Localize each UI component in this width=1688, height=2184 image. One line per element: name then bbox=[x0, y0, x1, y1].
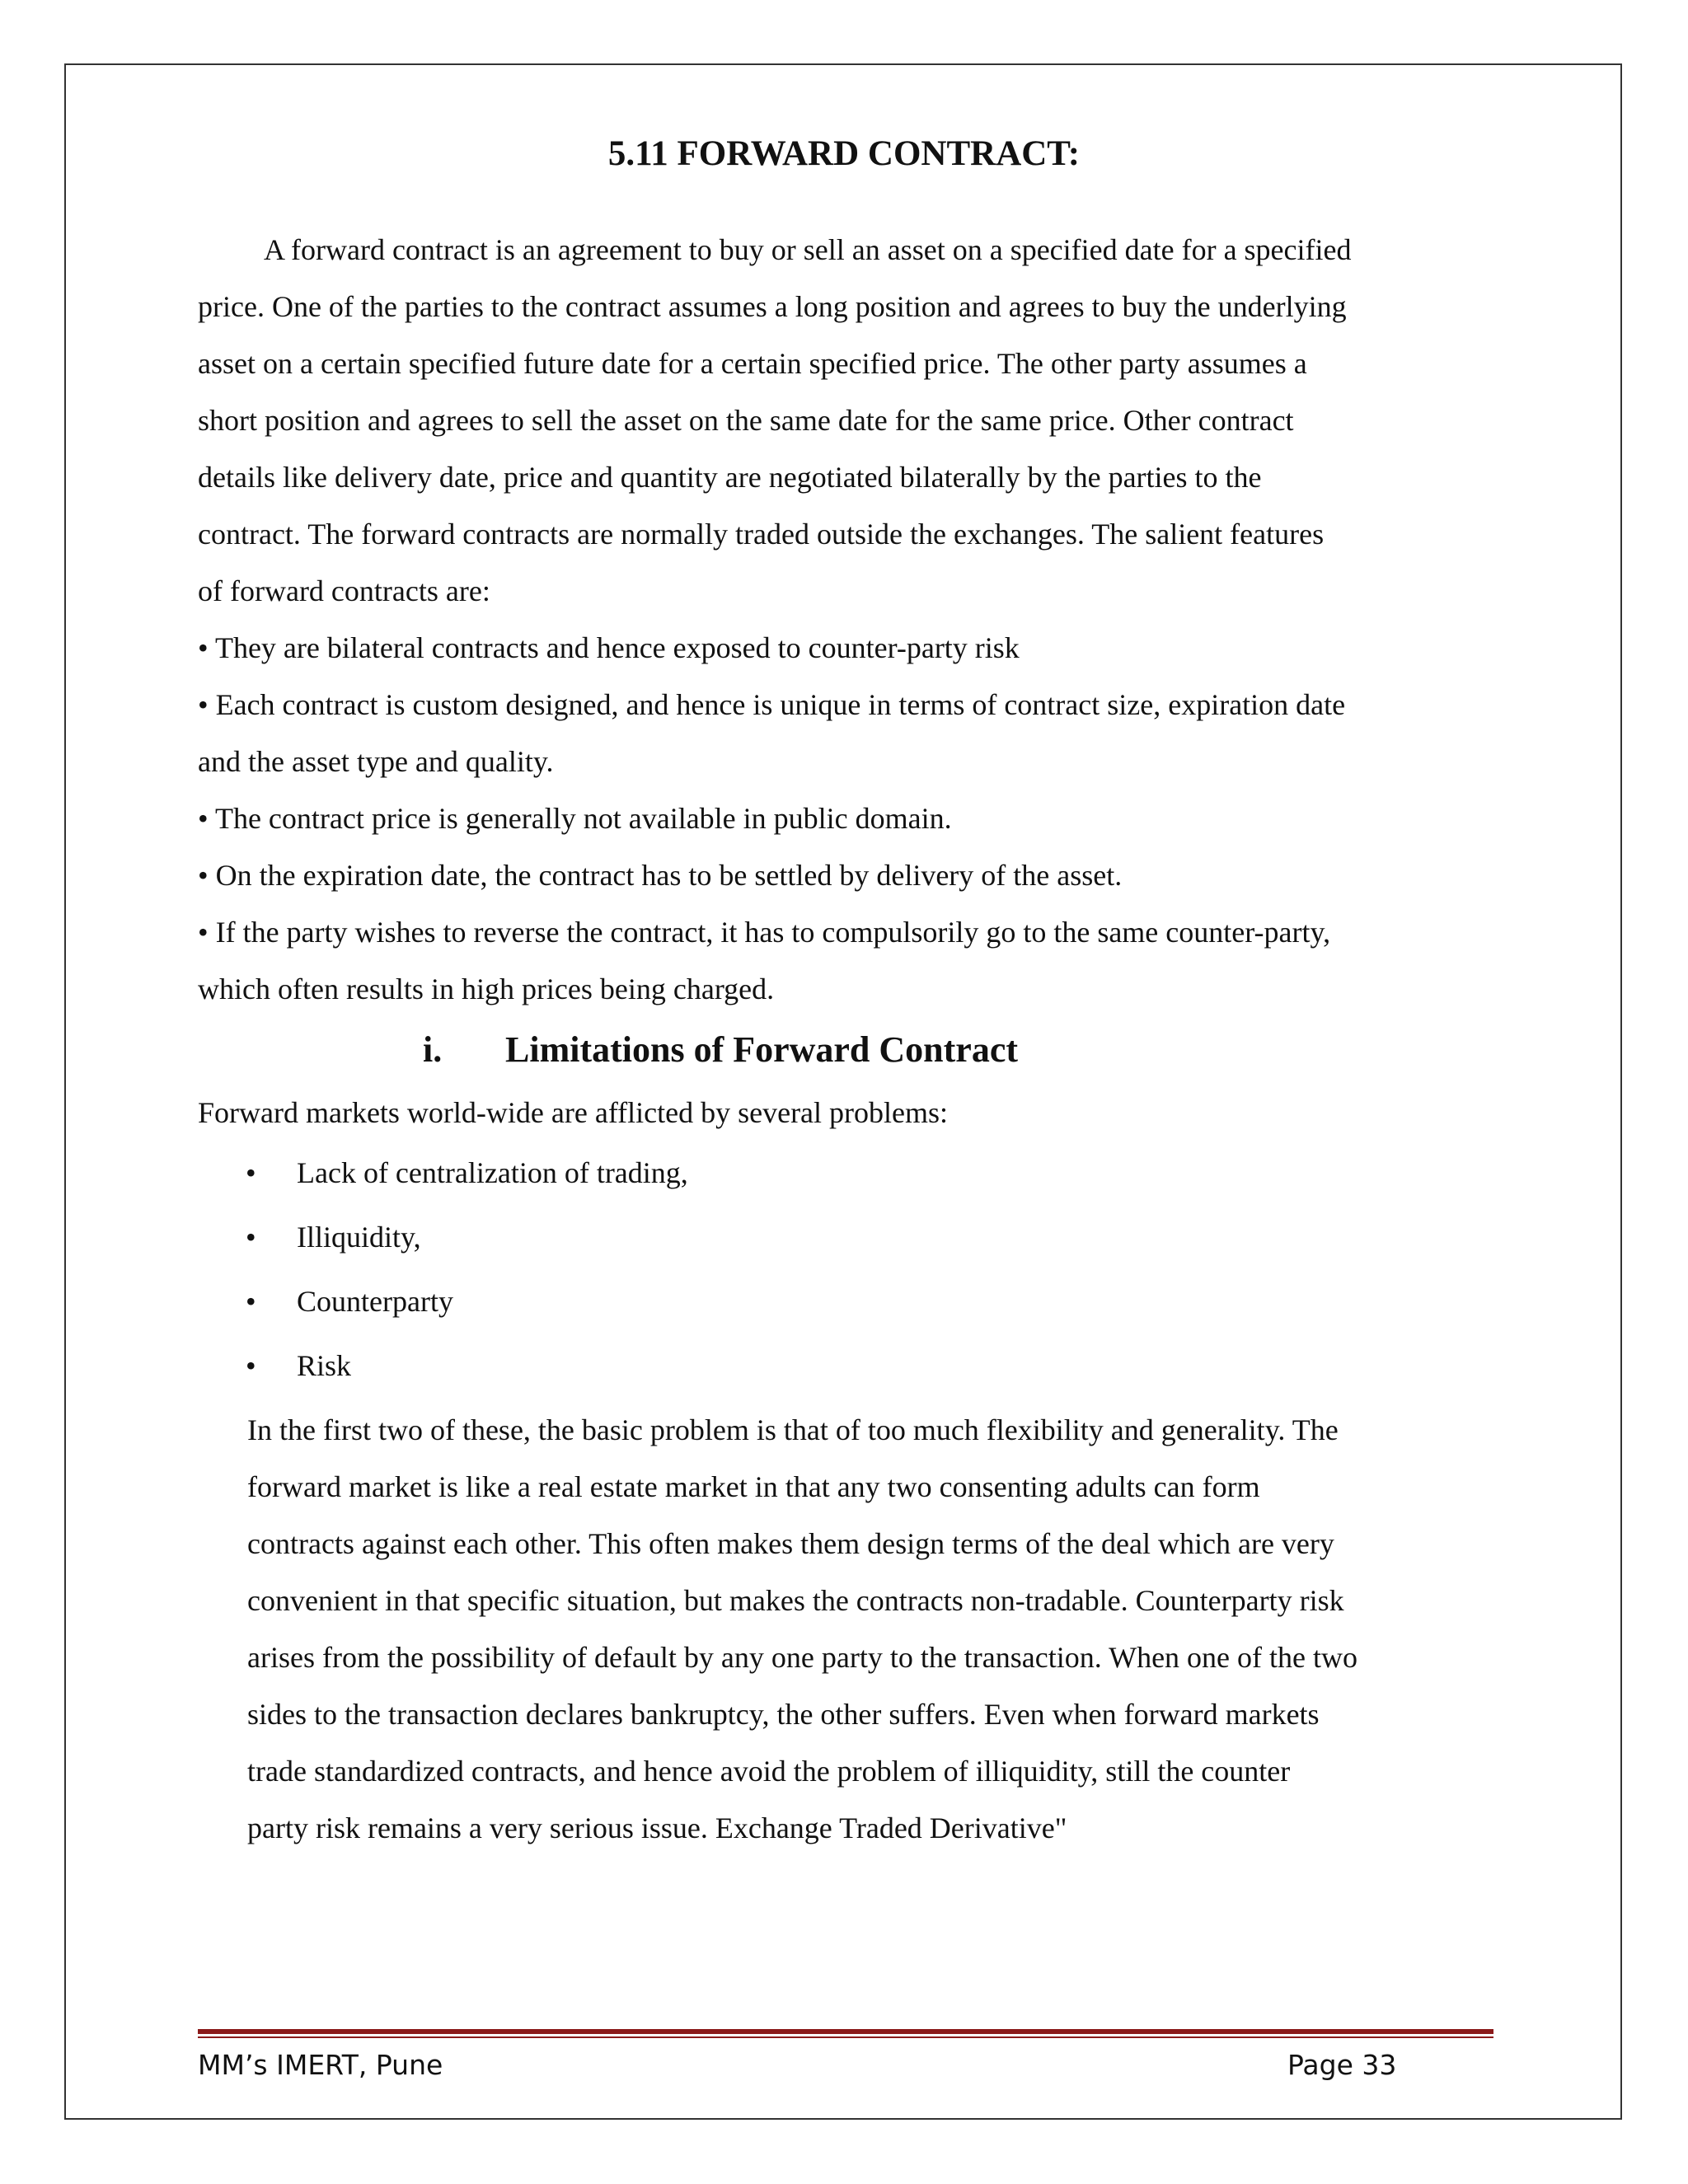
intro-line-4: short position and agrees to sell the asset on the same date for the same price. Other contract bbox=[198, 404, 1294, 437]
feature-line-5: • On the expiration date, the contract has to be settled by delivery of the asset. bbox=[198, 859, 1123, 892]
closing-line-2: forward market is like a real estate market in that any two consenting adults can form bbox=[247, 1470, 1260, 1503]
subheading-numeral: i. bbox=[423, 1029, 443, 1070]
closing-line-4: convenient in that specific situation, but makes the contracts non-tradable. Counterparty risk bbox=[247, 1584, 1344, 1617]
bullet-dot-1: • bbox=[246, 1156, 256, 1189]
closing-line-8: party risk remains a very serious issue. Exchange Traded Derivative" bbox=[247, 1811, 1067, 1844]
subheading-title: Limitations of Forward Contract bbox=[505, 1029, 1019, 1070]
closing-line-3: contracts against each other. This often makes them design terms of the deal which are very bbox=[247, 1527, 1334, 1560]
footer-page-number: Page 33 bbox=[1287, 2049, 1397, 2081]
intro-line-3: asset on a certain specified future date for a certain specified price. The other party assumes a bbox=[198, 347, 1307, 380]
footer-institution: MM’s IMERT, Pune bbox=[198, 2049, 443, 2081]
bullet-dot-3: • bbox=[246, 1285, 256, 1318]
limitation-item-3: Counterparty bbox=[297, 1285, 453, 1318]
feature-line-4: • The contract price is generally not available in public domain. bbox=[198, 802, 952, 835]
section-heading: 5.11 FORWARD CONTRACT: bbox=[607, 134, 1081, 173]
limitation-item-4: Risk bbox=[297, 1349, 352, 1382]
closing-line-1: In the first two of these, the basic problem is that of too much flexibility and generality. The bbox=[247, 1413, 1339, 1446]
feature-line-3: and the asset type and quality. bbox=[198, 745, 554, 778]
footer-rule bbox=[198, 2029, 1493, 2034]
limitations-lead: Forward markets world-wide are afflicted by several problems: bbox=[198, 1096, 949, 1129]
footer-rule-thin bbox=[198, 2036, 1493, 2038]
feature-line-7: which often results in high prices being charged. bbox=[198, 972, 775, 1005]
closing-line-6: sides to the transaction declares bankruptcy, the other suffers. Even when forward markets bbox=[247, 1698, 1320, 1731]
closing-line-5: arises from the possibility of default by any one party to the transaction. When one of the two bbox=[247, 1641, 1357, 1674]
feature-line-1: • They are bilateral contracts and hence exposed to counter-party risk bbox=[198, 631, 1020, 664]
feature-line-2: • Each contract is custom designed, and hence is unique in terms of contract size, expiration date bbox=[198, 688, 1346, 721]
limitation-item-2: Illiquidity, bbox=[297, 1221, 421, 1254]
bullet-dot-4: • bbox=[246, 1349, 256, 1382]
intro-line-2: price. One of the parties to the contract assumes a long position and agrees to buy the underlying bbox=[198, 290, 1347, 323]
feature-line-6: • If the party wishes to reverse the contract, it has to compulsorily go to the same counter-party, bbox=[198, 916, 1331, 949]
limitation-item-1: Lack of centralization of trading, bbox=[297, 1156, 688, 1189]
intro-line-5: details like delivery date, price and quantity are negotiated bilaterally by the parties to the bbox=[198, 461, 1262, 494]
intro-line-1: A forward contract is an agreement to buy or sell an asset on a specified date for a specified bbox=[264, 233, 1352, 266]
bullet-dot-2: • bbox=[246, 1221, 256, 1254]
intro-line-7: of forward contracts are: bbox=[198, 574, 490, 607]
intro-line-6: contract. The forward contracts are normally traded outside the exchanges. The salient features bbox=[198, 518, 1325, 551]
closing-line-7: trade standardized contracts, and hence avoid the problem of illiquidity, still the counter bbox=[247, 1755, 1291, 1788]
